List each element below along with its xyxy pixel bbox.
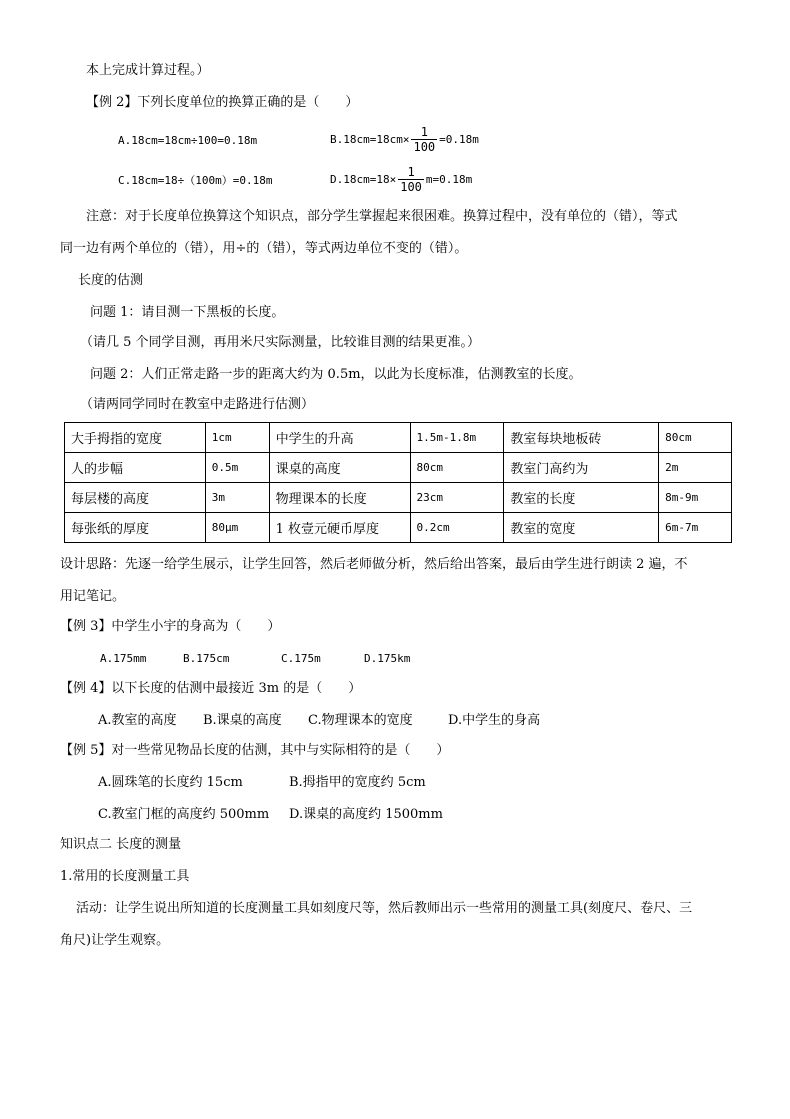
option-b-prefix: B.18cm=18cm× (330, 133, 410, 146)
example-2-option-c: C.18cm=18÷（100m）=0.18m (118, 174, 273, 187)
line-intro: 本上完成计算过程。） (86, 63, 210, 78)
table-row (65, 513, 732, 543)
table-cell: 教室的长度 (504, 483, 659, 513)
fraction-d (398, 166, 424, 194)
activity-line-2: 角尺)让学生观察。 (60, 933, 170, 948)
question-2-note: （请两同学同时在教室中走路进行估测） (80, 397, 315, 412)
knowledge-point-2-heading: 知识点二 长度的测量 (60, 837, 182, 852)
example-4-option-b: B.课桌的高度 (203, 713, 282, 728)
table-cell: 2m (659, 453, 732, 483)
fraction-b (411, 126, 437, 154)
design-line-2: 用记笔记。 (60, 589, 126, 604)
section-heading-estimation: 长度的估测 (78, 273, 144, 288)
design-line-1: 设计思路：先逐一给学生展示，让学生回答，然后老师做分析，然后给出答案，最后由学生进行朗读 2 遍，不 (60, 557, 688, 572)
table-cell: 1.5m-1.8m (410, 423, 504, 453)
table-cell: 大手拇指的宽度 (65, 423, 206, 453)
table-cell: 教室的宽度 (504, 513, 659, 543)
example-2-question: 【例 2】下列长度单位的换算正确的是（ ） (86, 95, 359, 110)
fraction-b-numerator: 1 (420, 125, 428, 139)
table-cell: 每张纸的厚度 (65, 513, 206, 543)
example-4-option-d: D.中学生的身高 (448, 713, 541, 728)
fraction-d-denominator: 100 (400, 180, 422, 194)
table-cell: 中学生的升高 (269, 423, 410, 453)
table-cell: 1 枚壹元硬币厚度 (269, 513, 410, 543)
tools-heading: 1.常用的长度测量工具 (60, 869, 190, 884)
example-3-option-a: A.175mm (100, 652, 147, 665)
example-2-option-d (330, 158, 472, 202)
activity-line-1: 活动：让学生说出所知道的长度测量工具如刻度尺等，然后教师出示一些常用的测量工具(刻度尺、卷尺、三 (76, 901, 693, 916)
fraction-b-denominator: 100 (413, 140, 436, 154)
table-row (65, 483, 732, 513)
example-2-option-b (330, 118, 479, 162)
example-5-question: 【例 5】对一些常见物品长度的估测，其中与实际相符的是（ ） (60, 743, 450, 758)
table-cell: 人的步幅 (65, 453, 206, 483)
table-cell: 每层楼的高度 (65, 483, 206, 513)
estimation-table (64, 422, 732, 543)
example-3-option-b: B.175cm (183, 652, 230, 665)
question-1-note: （请几 5 个同学目测，再用米尺实际测量，比较谁目测的结果更准。） (80, 335, 481, 350)
example-3-question: 【例 3】中学生小宇的身高为（ ） (60, 619, 281, 634)
table-cell: 23cm (410, 483, 504, 513)
table-row (65, 453, 732, 483)
example-4-question: 【例 4】以下长度的估测中最接近 3m 的是（ ） (60, 681, 362, 696)
example-5-option-a: A.圆珠笔的长度约 15cm (98, 775, 243, 790)
table-cell: 物理课本的长度 (269, 483, 410, 513)
example-5-option-d: D.课桌的高度约 1500mm (289, 807, 443, 822)
table-cell: 80cm (659, 423, 732, 453)
example-3-option-d: D.175km (364, 652, 411, 665)
option-d-prefix: D.18cm=18× (330, 173, 397, 186)
note-line-2: 同一边有两个单位的（错），用÷的（错），等式两边单位不变的（错）。 (60, 241, 468, 256)
example-5-option-b: B.拇指甲的宽度约 5cm (289, 775, 426, 790)
table-cell: 课桌的高度 (269, 453, 410, 483)
table-cell: 6m-7m (659, 513, 732, 543)
table-cell: 3m (205, 483, 269, 513)
example-4-option-a: A.教室的高度 (98, 713, 177, 728)
table-cell: 80cm (410, 453, 504, 483)
option-d-suffix: m=0.18m (425, 173, 473, 186)
example-3-option-c: C.175m (281, 652, 321, 665)
question-2: 问题 2：人们正常走路一步的距离大约为 0.5m，以此为长度标准，估测教室的长度。 (90, 367, 582, 382)
table-cell: 0.5m (205, 453, 269, 483)
table-cell: 教室门高约为 (504, 453, 659, 483)
example-4-option-c: C.物理课本的宽度 (308, 713, 413, 728)
table-row (65, 423, 732, 453)
note-line-1: 注意：对于长度单位换算这个知识点，部分学生掌握起来很困难。换算过程中，没有单位的（错），等式 (86, 209, 678, 224)
table-cell: 0.2cm (410, 513, 504, 543)
table-cell: 1cm (205, 423, 269, 453)
table-cell: 8m-9m (659, 483, 732, 513)
example-5-option-c: C.教室门框的高度约 500mm (98, 807, 270, 822)
table-cell: 80μm (205, 513, 269, 543)
fraction-d-numerator: 1 (407, 165, 415, 179)
example-2-option-a: A.18cm=18cm÷100=0.18m (118, 134, 258, 147)
table-cell: 教室每块地板砖 (504, 423, 659, 453)
option-b-suffix: =0.18m (439, 133, 479, 146)
question-1: 问题 1：请目测一下黑板的长度。 (90, 305, 285, 320)
